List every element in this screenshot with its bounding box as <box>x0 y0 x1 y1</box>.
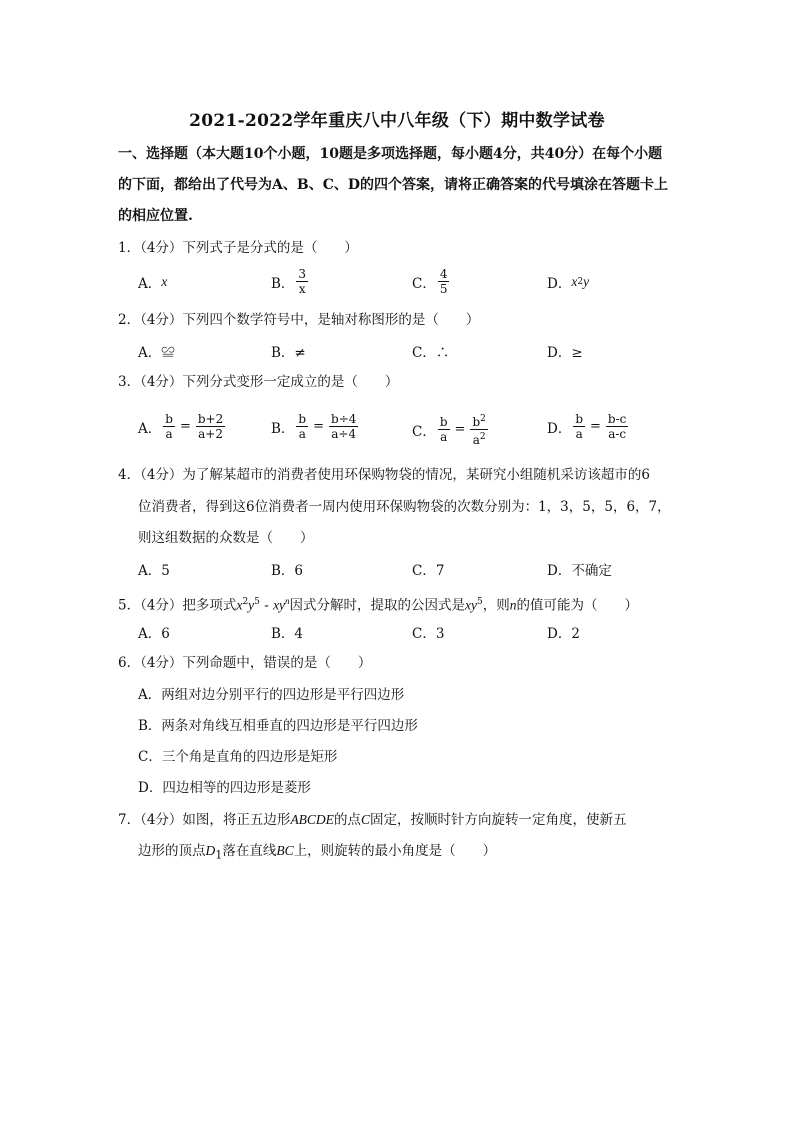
q3-a-right <box>196 412 225 441</box>
q3-a-left-den: a <box>165 427 173 441</box>
q3-b-right-den: a÷4 <box>331 427 357 441</box>
q3-b-equals: = <box>313 419 325 434</box>
q3-c-right-num <box>470 412 487 430</box>
q7-pentagon-name: ABCDE <box>290 812 334 827</box>
q3-a-right-den: a+2 <box>198 427 223 441</box>
question-5-options <box>138 622 698 642</box>
question-3-stem: 3．（4分）下列分式变形一定成立的是（ ） <box>118 374 399 390</box>
q3-option-a <box>138 412 227 441</box>
question-1-options <box>138 267 698 296</box>
q3-d-label: D． <box>547 420 572 437</box>
q7-point-d-sub: 1 <box>215 848 223 862</box>
q2-option-d: D．≥ <box>547 345 583 361</box>
section-line-1: 一、选择题（本大题10个小题，10题是多项选择题，每小题4分，共40分）在每个小题 <box>118 146 663 162</box>
q5-tail: 的值可能为（ ） <box>516 597 639 614</box>
q1-c-label: C． <box>412 275 436 292</box>
section-line-3: 的相应位置. <box>118 208 193 224</box>
page-title: 2021-2022学年重庆八中八年级（下）期中数学试卷 <box>189 111 605 131</box>
q3-c-equals: = <box>454 422 466 437</box>
q5-option-b: B．4 <box>271 626 304 642</box>
q3-c-right-den <box>471 430 488 447</box>
q7-line2-pre: 边形的顶点 <box>138 843 206 859</box>
q3-b-left-num: b <box>298 412 307 426</box>
q3-c-right-num-base: b <box>472 415 481 429</box>
q7-point-c: C <box>360 812 370 827</box>
question-1-stem: 1．（4分）下列式子是分式的是（ ） <box>118 240 358 256</box>
question-4-line-2: 位消费者，得到这6位消费者一周内使用环保购物袋的次数分别为：1，3，5，5，6，7， <box>138 499 671 515</box>
q3-b-right <box>329 412 358 441</box>
q3-c-left-num: b <box>439 415 448 429</box>
q5-common-factor-exp: 5 <box>477 597 483 607</box>
q5-n-exp: n <box>285 596 290 606</box>
q3-c-right <box>470 412 487 447</box>
q1-c-fraction <box>438 267 450 296</box>
q7-line2-post: 上，则旋转的最小角度是（ ） <box>293 843 497 859</box>
q7-point-d: D <box>205 843 216 858</box>
q4-option-b: B．6 <box>271 563 304 579</box>
q5-n: n <box>509 597 517 613</box>
q3-d-equals: = <box>590 419 601 434</box>
q1-d-label: D． <box>547 276 572 292</box>
q5-minus: - <box>259 597 274 614</box>
q5-option-c: C．3 <box>412 626 445 642</box>
question-2-options <box>138 341 698 361</box>
q1-b-denominator: x <box>298 282 306 296</box>
q5-xy: xy <box>273 597 286 613</box>
q1-d-x: x <box>571 274 578 289</box>
q7-mid1: 的点 <box>333 812 361 828</box>
q3-b-left-den: a <box>298 427 306 441</box>
q5-y: y <box>248 597 255 613</box>
q3-d-right-den: a-c <box>608 427 627 441</box>
q3-a-left-num: b <box>165 412 173 426</box>
q1-c-denominator: 5 <box>439 282 448 296</box>
q5-option-d: D．2 <box>547 626 580 642</box>
q3-option-b <box>271 412 360 441</box>
q1-d-y: y <box>583 274 590 289</box>
q3-c-label: C． <box>412 423 436 440</box>
q1-b-numerator: 3 <box>298 267 307 281</box>
q7-line-bc: BC <box>276 843 294 858</box>
q5-mid: 因式分解时，提取的公因式是 <box>289 597 466 614</box>
q3-option-d <box>547 412 630 441</box>
q7-pre: 7．（4分）如图，将正五边形 <box>118 812 291 828</box>
q5-x: x <box>236 597 243 613</box>
q3-d-left-den: a <box>575 427 583 441</box>
question-6-stem: 6．（4分）下列命题中，错误的是（ ） <box>118 655 372 671</box>
question-4-line-3: 则这组数据的众数是（ ） <box>138 530 314 546</box>
section-line-2: 的下面，都给出了代号为A、B、C、D的四个答案，请将正确答案的代号填涂在答题卡上 <box>118 177 668 193</box>
q3-a-label: A． <box>138 420 162 437</box>
q4-option-d: D．不确定 <box>547 563 612 579</box>
q3-b-right-num: b÷4 <box>331 412 357 426</box>
q6-option-c: C．三个角是直角的四边形是矩形 <box>138 749 338 765</box>
q3-d-left <box>573 412 585 441</box>
q4-option-a: A．5 <box>138 563 170 579</box>
q1-c-numerator: 4 <box>439 267 448 281</box>
q1-option-d <box>547 272 589 292</box>
q5-pre: 5．（4分）把多项式 <box>118 597 237 614</box>
q7-mid2: 固定，按顺时针方向旋转一定角度，使新五 <box>369 812 627 828</box>
q3-a-left <box>163 412 175 441</box>
q3-c-right-den-exp: 2 <box>479 432 486 442</box>
q1-option-b <box>271 267 310 296</box>
q1-a-value: x <box>161 274 168 289</box>
question-2-stem: 2．（4分）下列四个数学符号中，是轴对称图形的是（ ） <box>118 312 480 328</box>
q5-common-factor: xy <box>465 597 478 613</box>
question-4-line-1: 4．（4分）为了解某超市的消费者使用环保购物袋的情况，某研究小组随机采访该超市的6 <box>118 467 651 483</box>
q3-c-left-den: a <box>440 430 448 444</box>
q3-a-right-num: b+2 <box>197 412 224 426</box>
q5-option-a: A．6 <box>138 626 170 642</box>
q3-c-right-num-exp: 2 <box>480 414 486 424</box>
q6-option-a: A．两组对边分别平行的四边形是平行四边形 <box>138 687 405 703</box>
question-5-stem <box>118 591 638 616</box>
q1-option-c <box>412 267 451 296</box>
q6-option-b: B．两条对角线互相垂直的四边形是平行四边形 <box>138 718 418 734</box>
q5-y-exp: 5 <box>254 597 260 607</box>
question-4-options <box>138 559 698 579</box>
q2-option-c: C．∴ <box>412 345 450 361</box>
q3-d-right <box>606 412 628 441</box>
question-7-line-2 <box>138 841 496 866</box>
q3-a-equals: = <box>179 419 191 434</box>
q3-c-left <box>438 415 450 444</box>
q1-b-label: B． <box>271 275 295 292</box>
q6-option-d: D．四边相等的四边形是菱形 <box>138 780 311 796</box>
q1-a-label: A． <box>138 276 162 292</box>
q3-b-left <box>296 412 308 441</box>
q3-option-c <box>412 412 490 447</box>
question-3-options <box>138 412 698 447</box>
q3-d-right-num: b-c <box>607 412 627 426</box>
section-instructions <box>118 139 683 232</box>
q3-d-left-num: b <box>575 412 584 426</box>
q1-option-a <box>138 272 167 292</box>
q1-d-exp: 2 <box>577 277 584 287</box>
question-7-line-1 <box>118 810 626 830</box>
q1-b-fraction <box>296 267 308 296</box>
q3-c-right-den-base: a <box>472 433 480 447</box>
q7-line2-mid: 落在直线 <box>222 843 277 859</box>
q5-x-exp: 2 <box>242 597 249 607</box>
q2-option-a: A．≌ <box>138 345 175 361</box>
q3-b-label: B． <box>271 420 295 437</box>
q5-post: ，则 <box>482 597 510 614</box>
q4-option-c: C．7 <box>412 563 445 579</box>
q2-option-b: B．≠ <box>271 345 306 361</box>
